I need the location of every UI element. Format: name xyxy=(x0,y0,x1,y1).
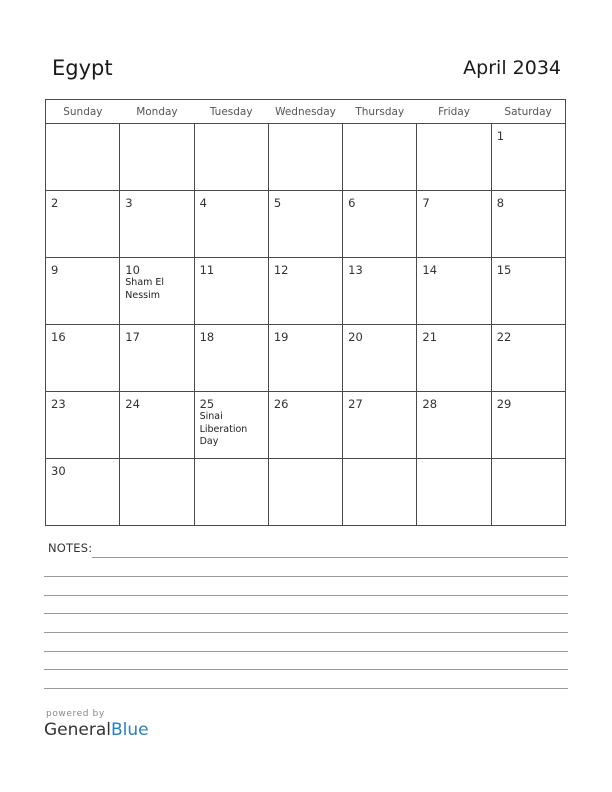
day-number: 27 xyxy=(348,397,363,411)
brand-name-general: General xyxy=(44,720,111,740)
day-cell xyxy=(491,258,565,325)
day-cell xyxy=(194,325,268,392)
day-number: 9 xyxy=(51,263,59,277)
week-row xyxy=(46,258,566,325)
day-cell xyxy=(46,325,120,392)
weekday-tuesday: Tuesday xyxy=(194,100,268,124)
notes-line xyxy=(44,595,568,596)
day-number: 15 xyxy=(496,263,512,277)
day-cell xyxy=(120,392,194,459)
day-cell xyxy=(491,459,565,526)
weekday-sunday: Sunday xyxy=(46,100,120,124)
weekday-header-row xyxy=(46,100,566,124)
day-number: 4 xyxy=(199,196,207,210)
weekday-friday: Friday xyxy=(417,100,491,124)
day-cell xyxy=(268,392,342,459)
day-cell xyxy=(343,258,417,325)
day-number: 11 xyxy=(199,263,215,277)
day-cell xyxy=(417,459,491,526)
day-cell xyxy=(194,459,268,526)
day-cell xyxy=(343,392,417,459)
day-cell xyxy=(417,325,491,392)
notes-line xyxy=(44,651,568,652)
day-cell xyxy=(194,392,268,459)
day-number: 7 xyxy=(422,196,430,210)
week-row xyxy=(46,325,566,392)
weekday-wednesday: Wednesday xyxy=(268,100,342,124)
day-cell xyxy=(120,258,194,325)
holiday-label: Sinai Liberation Day xyxy=(199,411,248,447)
day-cell xyxy=(343,124,417,191)
day-number: 24 xyxy=(125,397,140,411)
weekday-monday: Monday xyxy=(120,100,194,124)
day-cell xyxy=(120,191,194,258)
day-number: 6 xyxy=(348,196,356,210)
day-number: 26 xyxy=(273,397,289,411)
day-number: 29 xyxy=(496,397,512,411)
day-number: 16 xyxy=(51,330,66,344)
day-cell xyxy=(268,124,342,191)
day-cell xyxy=(46,124,120,191)
day-number: 28 xyxy=(422,397,438,411)
day-cell xyxy=(417,258,491,325)
weekday-thursday: Thursday xyxy=(343,100,417,124)
day-number: 21 xyxy=(422,330,438,344)
calendar-body xyxy=(46,124,566,526)
day-number: 14 xyxy=(422,263,438,277)
day-cell xyxy=(417,191,491,258)
day-number: 5 xyxy=(273,196,282,210)
day-cell xyxy=(120,459,194,526)
day-cell xyxy=(343,325,417,392)
holiday-label: Sham El Nessim xyxy=(125,277,165,301)
notes-line xyxy=(44,632,568,633)
country-title: Egypt xyxy=(52,56,113,80)
day-cell xyxy=(46,191,120,258)
day-number: 1 xyxy=(496,129,505,143)
day-cell xyxy=(46,459,120,526)
month-year-title: April 2034 xyxy=(463,57,561,79)
brand-name-blue: Blue xyxy=(111,720,149,740)
day-cell xyxy=(268,325,342,392)
day-number: 10 xyxy=(125,263,140,277)
day-number: 20 xyxy=(348,330,363,344)
day-cell xyxy=(194,124,268,191)
notes-label: NOTES: xyxy=(48,541,93,555)
day-cell xyxy=(491,392,565,459)
day-cell xyxy=(46,258,120,325)
day-cell xyxy=(343,191,417,258)
powered-by-label: powered by xyxy=(46,709,105,719)
notes-line xyxy=(44,576,568,577)
day-number: 12 xyxy=(273,263,289,277)
day-number: 17 xyxy=(125,330,140,344)
day-number: 18 xyxy=(199,330,215,344)
notes-line xyxy=(44,613,568,614)
notes-line xyxy=(44,688,568,689)
week-row xyxy=(46,191,566,258)
day-number: 30 xyxy=(51,464,66,478)
day-number: 25 xyxy=(199,397,215,411)
day-number: 3 xyxy=(125,196,133,210)
day-cell xyxy=(268,459,342,526)
day-cell xyxy=(120,325,194,392)
weekday-saturday: Saturday xyxy=(491,100,565,124)
day-cell xyxy=(491,124,565,191)
day-cell xyxy=(417,124,491,191)
day-cell xyxy=(491,325,565,392)
day-cell xyxy=(194,258,268,325)
notes-line xyxy=(44,669,568,670)
week-row xyxy=(46,124,566,191)
day-cell xyxy=(268,258,342,325)
day-cell xyxy=(343,459,417,526)
day-number: 13 xyxy=(348,263,363,277)
calendar-grid xyxy=(45,99,566,526)
day-number: 23 xyxy=(51,397,66,411)
brand-logo[interactable] xyxy=(44,720,149,740)
day-cell xyxy=(194,191,268,258)
day-number: 8 xyxy=(496,196,505,210)
day-cell xyxy=(491,191,565,258)
day-number: 19 xyxy=(273,330,289,344)
day-cell xyxy=(417,392,491,459)
day-number: 2 xyxy=(51,196,59,210)
day-cell xyxy=(46,392,120,459)
day-cell xyxy=(268,191,342,258)
day-number: 22 xyxy=(496,330,512,344)
notes-line xyxy=(92,557,568,558)
day-cell xyxy=(120,124,194,191)
week-row xyxy=(46,392,566,459)
week-row xyxy=(46,459,566,526)
